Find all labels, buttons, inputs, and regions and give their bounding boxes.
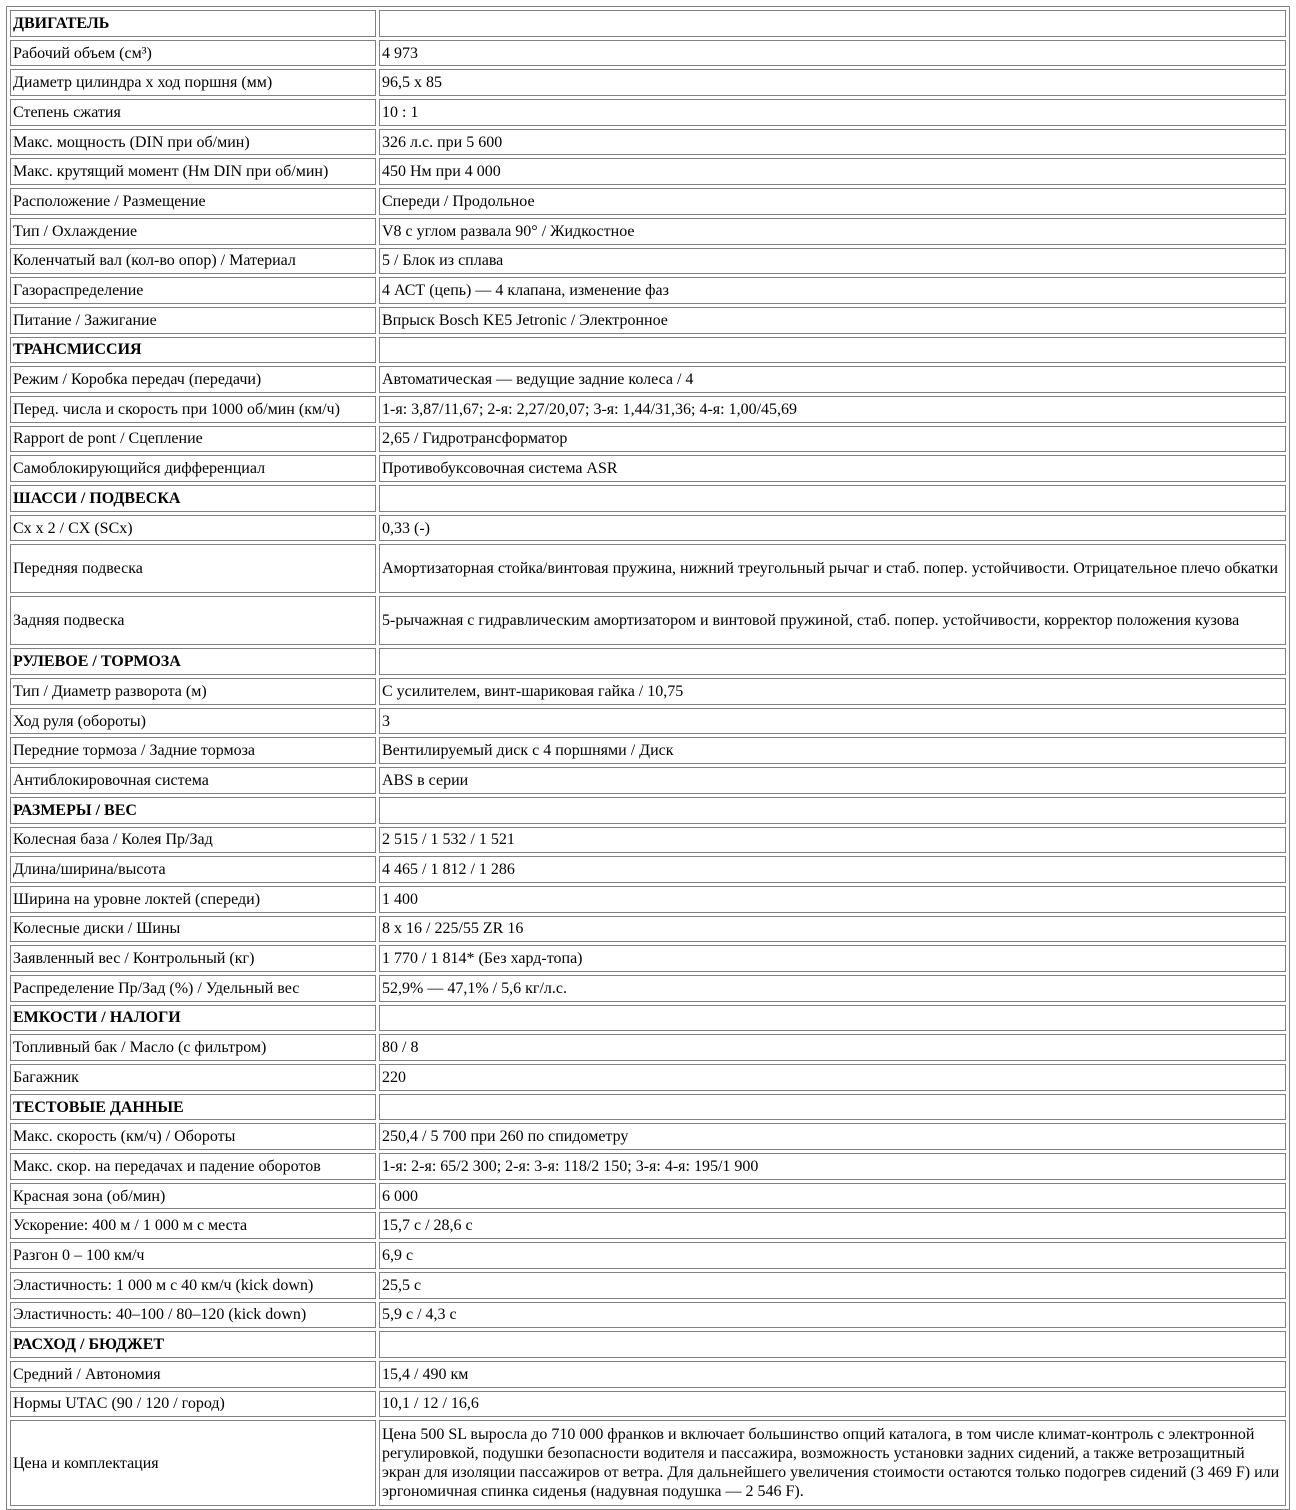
spec-value: Вентилируемый диск с 4 поршнями / Диск xyxy=(379,737,1286,764)
spec-value: 1-я: 3,87/11,67; 2-я: 2,27/20,07; 3-я: 1,44/31,36; 4-я: 1,00/45,69 xyxy=(379,396,1286,423)
spec-value: 8 х 16 / 225/55 ZR 16 xyxy=(379,916,1286,943)
spec-value: 15,4 / 490 км xyxy=(379,1361,1286,1388)
spec-label: Колесные диски / Шины xyxy=(10,916,376,943)
spec-value: 5,9 с / 4,3 с xyxy=(379,1302,1286,1329)
spec-value xyxy=(379,10,1286,37)
section-title: РУЛЕВОЕ / ТОРМОЗА xyxy=(10,648,376,675)
spec-value: 1 770 / 1 814* (Без хард-топа) xyxy=(379,945,1286,972)
table-row xyxy=(10,99,1286,126)
spec-table-body xyxy=(10,10,1286,1506)
section-title: ТЕСТОВЫЕ ДАННЫЕ xyxy=(10,1094,376,1121)
table-row xyxy=(10,1420,1286,1506)
table-row xyxy=(10,544,1286,593)
table-row xyxy=(10,975,1286,1002)
spec-label: Средний / Автономия xyxy=(10,1361,376,1388)
spec-value: 5 / Блок из сплава xyxy=(379,248,1286,275)
spec-value xyxy=(379,337,1286,364)
spec-label: Расположение / Размещение xyxy=(10,188,376,215)
spec-value: 96,5 х 85 xyxy=(379,69,1286,96)
table-row xyxy=(10,307,1286,334)
spec-label: Ширина на уровне локтей (спереди) xyxy=(10,886,376,913)
table-row xyxy=(10,426,1286,453)
table-row xyxy=(10,1183,1286,1210)
table-row xyxy=(10,1153,1286,1180)
table-row xyxy=(10,188,1286,215)
section-row xyxy=(10,1005,1286,1032)
spec-label: Cx x 2 / CX (SCx) xyxy=(10,515,376,542)
spec-value: С усилителем, винт-шариковая гайка / 10,75 xyxy=(379,678,1286,705)
spec-label: Газораспределение xyxy=(10,277,376,304)
spec-value xyxy=(379,648,1286,675)
spec-label: Топливный бак / Масло (с фильтром) xyxy=(10,1034,376,1061)
spec-label: Питание / Зажигание xyxy=(10,307,376,334)
spec-label: Режим / Коробка передач (передачи) xyxy=(10,366,376,393)
spec-value: Амортизаторная стойка/винтовая пружина, нижний треугольный рычаг и стаб. попер. устойчивости. Отрицательное плечо обкатки xyxy=(379,544,1286,593)
table-row xyxy=(10,455,1286,482)
table-row xyxy=(10,129,1286,156)
spec-label: Диаметр цилиндра х ход поршня (мм) xyxy=(10,69,376,96)
table-row xyxy=(10,767,1286,794)
spec-label: Степень сжатия xyxy=(10,99,376,126)
spec-value xyxy=(379,485,1286,512)
spec-label: Передняя подвеска xyxy=(10,544,376,593)
spec-value: 10 : 1 xyxy=(379,99,1286,126)
spec-value: 1 400 xyxy=(379,886,1286,913)
spec-label: Разгон 0 – 100 км/ч xyxy=(10,1242,376,1269)
spec-value: 52,9% — 47,1% / 5,6 кг/л.с. xyxy=(379,975,1286,1002)
section-title: ДВИГАТЕЛЬ xyxy=(10,10,376,37)
table-row xyxy=(10,277,1286,304)
spec-value: 4 465 / 1 812 / 1 286 xyxy=(379,856,1286,883)
table-row xyxy=(10,596,1286,645)
section-row xyxy=(10,1094,1286,1121)
spec-label: Эластичность: 40–100 / 80–120 (kick down) xyxy=(10,1302,376,1329)
table-row xyxy=(10,1361,1286,1388)
table-row xyxy=(10,856,1286,883)
table-row xyxy=(10,40,1286,67)
spec-label: Тип / Охлаждение xyxy=(10,218,376,245)
table-row xyxy=(10,158,1286,185)
table-row xyxy=(10,248,1286,275)
spec-value: 220 xyxy=(379,1064,1286,1091)
spec-value: 450 Нм при 4 000 xyxy=(379,158,1286,185)
spec-label: Ход руля (обороты) xyxy=(10,708,376,735)
spec-value xyxy=(379,1094,1286,1121)
spec-label: Макс. скор. на передачах и падение оборотов xyxy=(10,1153,376,1180)
table-row xyxy=(10,396,1286,423)
table-row xyxy=(10,1302,1286,1329)
section-title: ТРАНСМИССИЯ xyxy=(10,337,376,364)
spec-value: 2 515 / 1 532 / 1 521 xyxy=(379,827,1286,854)
spec-value: Цена 500 SL выросла до 710 000 франков и включает большинство опций каталога, в том числе климат-контроль с электронной регулировкой, подушки безопасности водителя и пассажира, возможность установки задних сидений, а также ветрозащитный экран для изоляции пассажиров от ветра. Для дальнейшего увеличения стоимости остаются только подогрев сидений (3 469 F) или эргономичная спинка сиденья (надувная подушка — 2 546 F). xyxy=(379,1420,1286,1506)
spec-label: Самоблокирующийся дифференциал xyxy=(10,455,376,482)
spec-value xyxy=(379,1005,1286,1032)
spec-value: 15,7 с / 28,6 с xyxy=(379,1212,1286,1239)
table-row xyxy=(10,1123,1286,1150)
spec-label: Нормы UTAC (90 / 120 / город) xyxy=(10,1391,376,1418)
spec-value: 25,5 с xyxy=(379,1272,1286,1299)
spec-value: 6,9 с xyxy=(379,1242,1286,1269)
spec-label: Макс. крутящий момент (Нм DIN при об/мин) xyxy=(10,158,376,185)
spec-value: 326 л.с. при 5 600 xyxy=(379,129,1286,156)
spec-value: 3 xyxy=(379,708,1286,735)
spec-value: Впрыск Bosch KE5 Jetronic / Электронное xyxy=(379,307,1286,334)
spec-value: 4 АСТ (цепь) — 4 клапана, изменение фаз xyxy=(379,277,1286,304)
spec-label: Перед. числа и скорость при 1000 об/мин (км/ч) xyxy=(10,396,376,423)
spec-value: 1-я: 2-я: 65/2 300; 2-я: 3-я: 118/2 150; 3-я: 4-я: 195/1 900 xyxy=(379,1153,1286,1180)
spec-value: ABS в серии xyxy=(379,767,1286,794)
section-title: ШАССИ / ПОДВЕСКА xyxy=(10,485,376,512)
spec-label: Багажник xyxy=(10,1064,376,1091)
spec-value: Противобуксовочная система ASR xyxy=(379,455,1286,482)
spec-value: 80 / 8 xyxy=(379,1034,1286,1061)
spec-label: Распределение Пр/Зад (%) / Удельный вес xyxy=(10,975,376,1002)
spec-value: Автоматическая — ведущие задние колеса / 4 xyxy=(379,366,1286,393)
spec-value: V8 с углом развала 90° / Жидкостное xyxy=(379,218,1286,245)
spec-label: Макс. скорость (км/ч) / Обороты xyxy=(10,1123,376,1150)
table-row xyxy=(10,708,1286,735)
table-row xyxy=(10,1034,1286,1061)
spec-value: 250,4 / 5 700 при 260 по спидометру xyxy=(379,1123,1286,1150)
spec-label: Цена и комплектация xyxy=(10,1420,376,1506)
spec-label: Антиблокировочная система xyxy=(10,767,376,794)
spec-value: 4 973 xyxy=(379,40,1286,67)
table-row xyxy=(10,1272,1286,1299)
spec-label: Длина/ширина/высота xyxy=(10,856,376,883)
spec-label: Эластичность: 1 000 м с 40 км/ч (kick down) xyxy=(10,1272,376,1299)
spec-value xyxy=(379,797,1286,824)
table-row xyxy=(10,515,1286,542)
spec-label: Коленчатый вал (кол-во опор) / Материал xyxy=(10,248,376,275)
spec-label: Колесная база / Колея Пр/Зад xyxy=(10,827,376,854)
section-row xyxy=(10,648,1286,675)
section-row xyxy=(10,485,1286,512)
spec-label: Передние тормоза / Задние тормоза xyxy=(10,737,376,764)
spec-label: Рабочий объем (см³) xyxy=(10,40,376,67)
table-row xyxy=(10,678,1286,705)
spec-table xyxy=(6,6,1290,1510)
spec-label: Макс. мощность (DIN при об/мин) xyxy=(10,129,376,156)
table-row xyxy=(10,218,1286,245)
section-row xyxy=(10,797,1286,824)
section-title: ЕМКОСТИ / НАЛОГИ xyxy=(10,1005,376,1032)
table-row xyxy=(10,1064,1286,1091)
spec-value xyxy=(379,1331,1286,1358)
table-row xyxy=(10,366,1286,393)
table-row xyxy=(10,1391,1286,1418)
table-row xyxy=(10,1242,1286,1269)
section-row xyxy=(10,10,1286,37)
table-row xyxy=(10,1212,1286,1239)
table-row xyxy=(10,69,1286,96)
table-row xyxy=(10,827,1286,854)
spec-value: 10,1 / 12 / 16,6 xyxy=(379,1391,1286,1418)
spec-label: Задняя подвеска xyxy=(10,596,376,645)
spec-label: Красная зона (об/мин) xyxy=(10,1183,376,1210)
table-row xyxy=(10,737,1286,764)
section-row xyxy=(10,1331,1286,1358)
spec-label: Тип / Диаметр разворота (м) xyxy=(10,678,376,705)
spec-value: 0,33 (-) xyxy=(379,515,1286,542)
section-row xyxy=(10,337,1286,364)
section-title: РАЗМЕРЫ / ВЕС xyxy=(10,797,376,824)
spec-label: Заявленный вес / Контрольный (кг) xyxy=(10,945,376,972)
spec-value: 6 000 xyxy=(379,1183,1286,1210)
table-row xyxy=(10,945,1286,972)
spec-value: Спереди / Продольное xyxy=(379,188,1286,215)
spec-label: Rapport de pont / Сцепление xyxy=(10,426,376,453)
table-row xyxy=(10,916,1286,943)
spec-value: 2,65 / Гидротрансформатор xyxy=(379,426,1286,453)
spec-label: Ускорение: 400 м / 1 000 м с места xyxy=(10,1212,376,1239)
table-row xyxy=(10,886,1286,913)
spec-value: 5-рычажная с гидравлическим амортизатором и винтовой пружиной, стаб. попер. устойчивости, корректор положения кузова xyxy=(379,596,1286,645)
section-title: РАСХОД / БЮДЖЕТ xyxy=(10,1331,376,1358)
